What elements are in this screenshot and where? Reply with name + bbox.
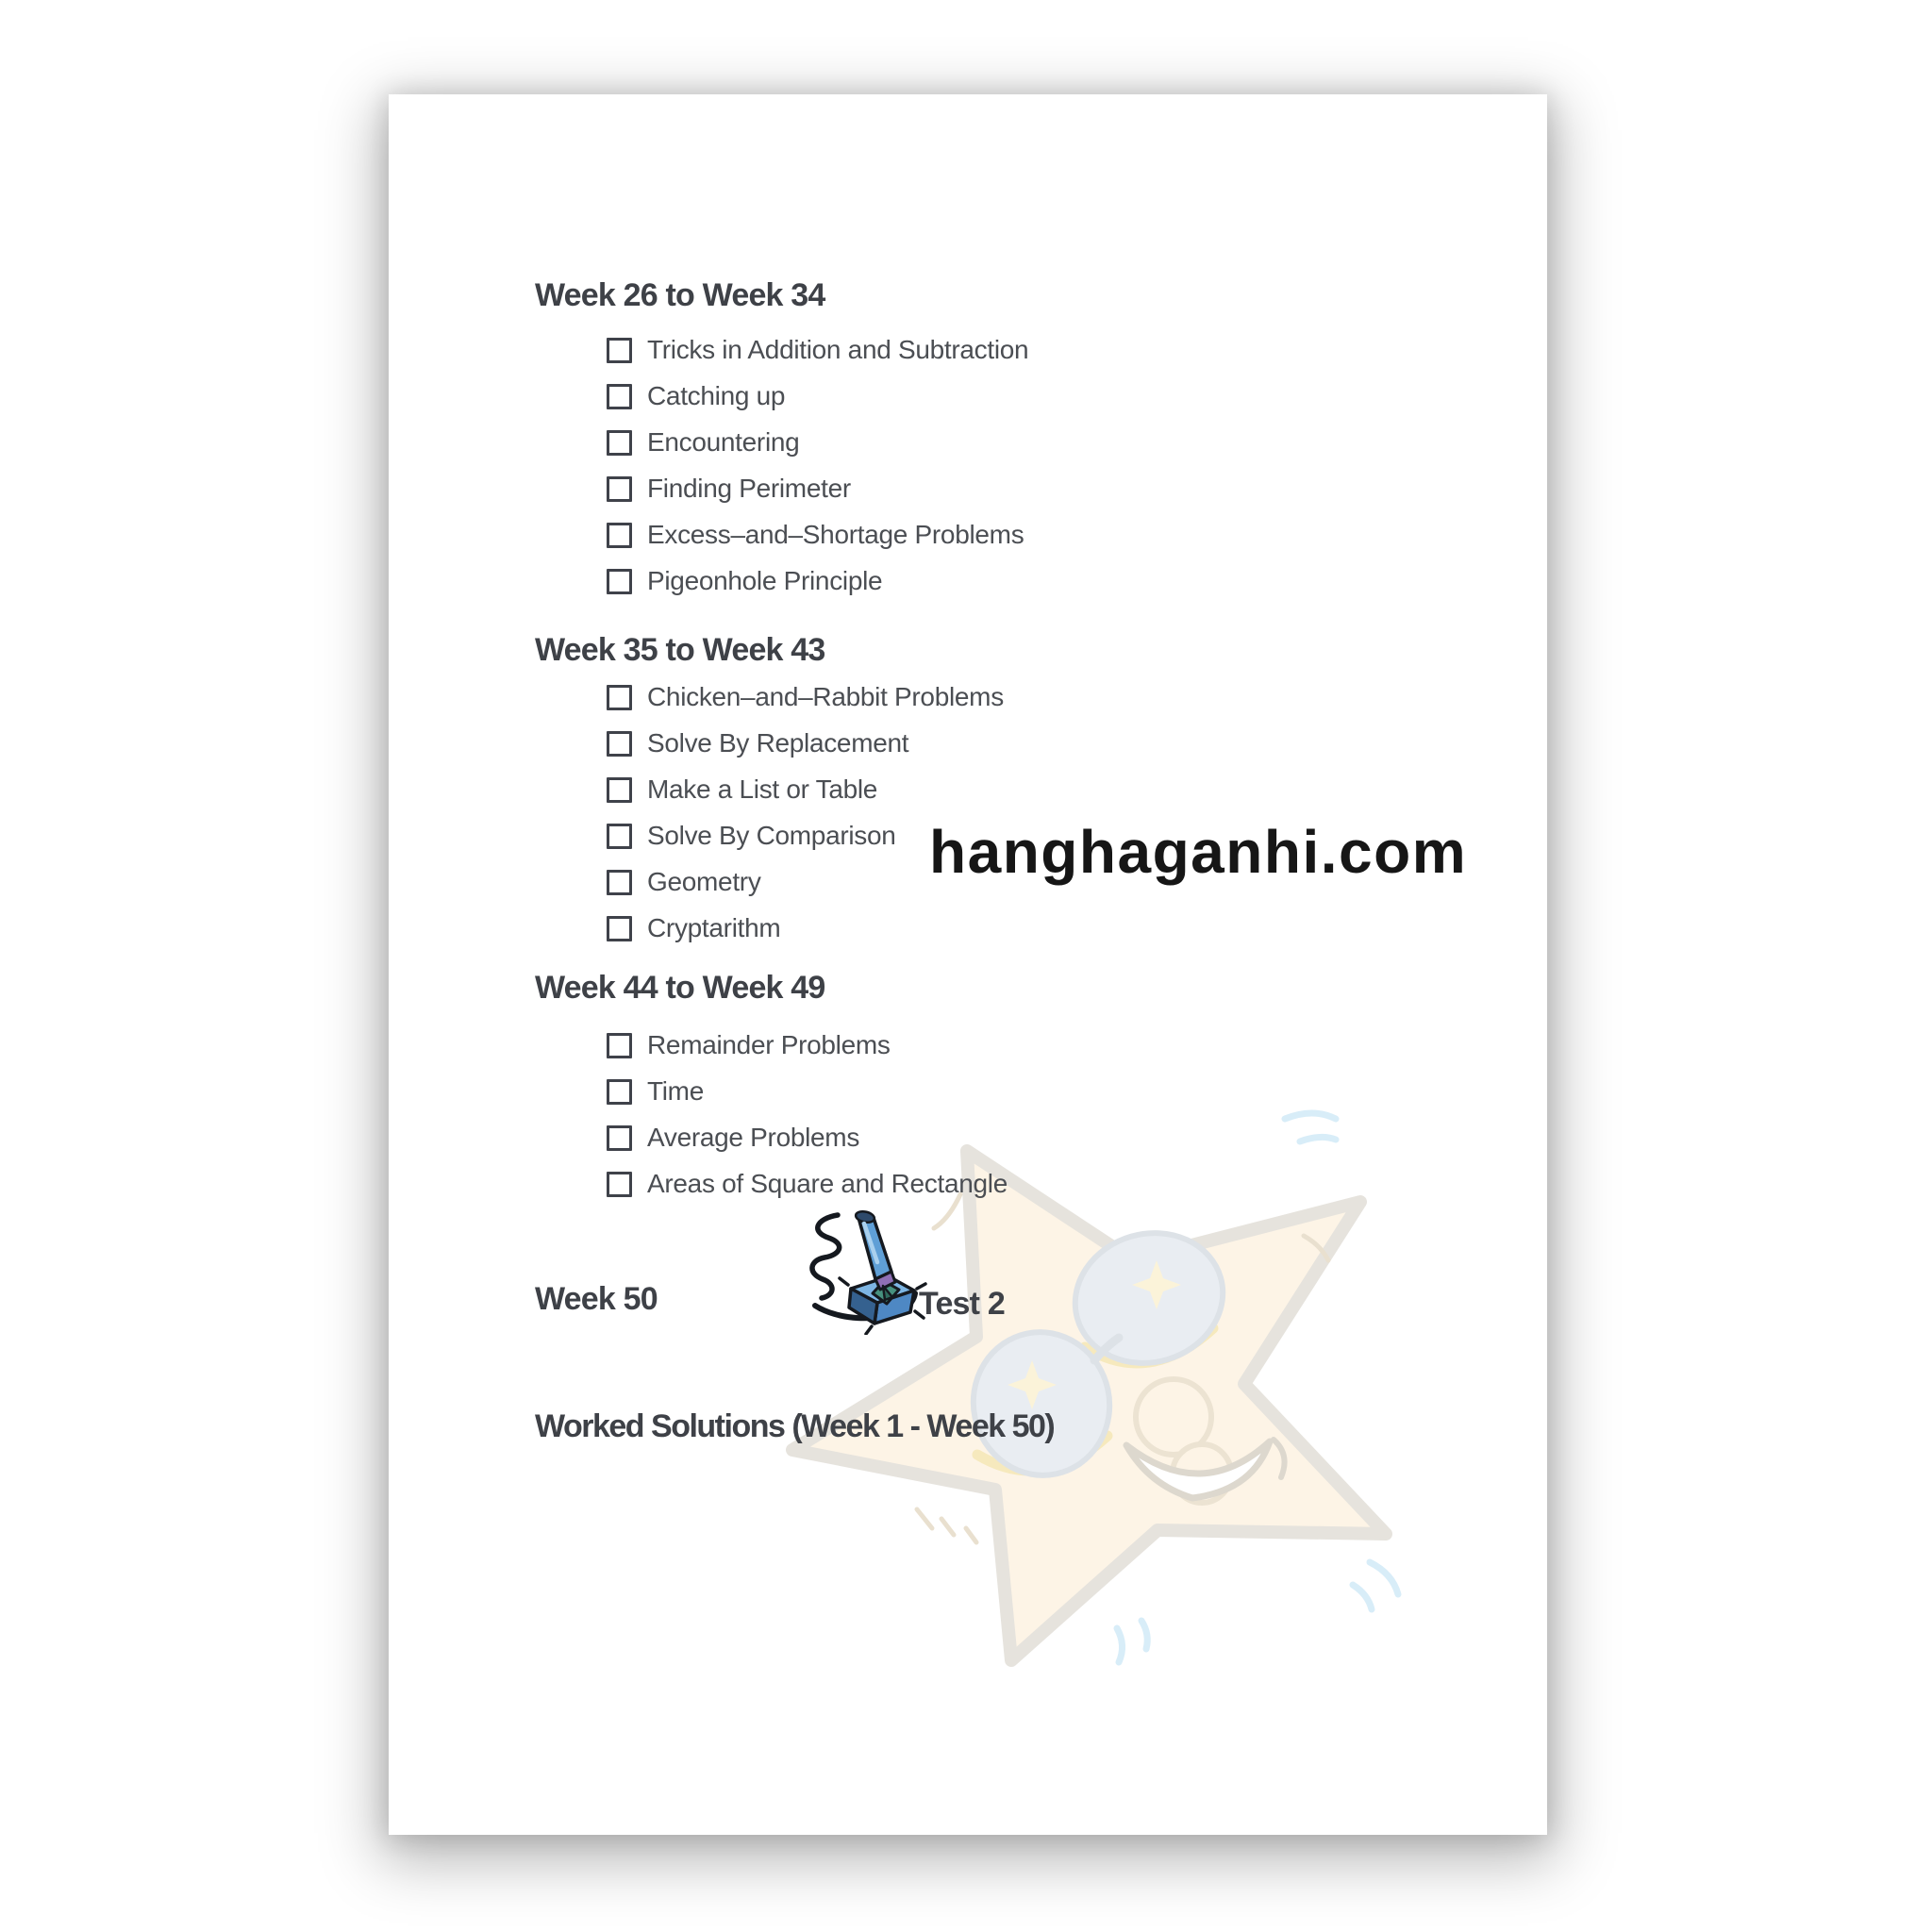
checklist-item	[607, 472, 851, 506]
checklist-item-label: Pigeonhole Principle	[647, 566, 883, 595]
checklist-item	[607, 773, 877, 807]
checklist-item	[607, 564, 882, 598]
checkbox-icon	[607, 870, 632, 895]
checklist-item-label: Areas of Square and Rectangle	[647, 1169, 1008, 1198]
checklist-item-label: Chicken–and–Rabbit Problems	[647, 682, 1004, 711]
checklist-item-label: Solve By Replacement	[647, 728, 909, 758]
checklist-item-label: Make a List or Table	[647, 774, 878, 804]
checkbox-icon	[607, 1033, 632, 1058]
worked-solutions-label: Worked Solutions (Week 1 - Week 50)	[535, 1408, 1055, 1444]
checklist-item-label: Tricks in Addition and Subtraction	[647, 335, 1029, 364]
checkbox-icon	[607, 731, 632, 757]
stamp-icon	[802, 1208, 929, 1335]
motion-dash-right	[1353, 1562, 1398, 1609]
checklist-item	[607, 333, 1028, 367]
book-page	[389, 94, 1547, 1835]
stamp-swirl-line	[812, 1215, 840, 1298]
week-50-label: Week 50	[535, 1281, 658, 1317]
checkbox-icon	[607, 338, 632, 363]
checklist-item-label: Remainder Problems	[647, 1030, 891, 1059]
checklist-item-label: Solve By Comparison	[647, 821, 896, 850]
checkbox-icon	[607, 430, 632, 456]
checkbox-icon	[607, 824, 632, 849]
checklist-item	[607, 379, 785, 413]
checklist-item	[607, 1121, 859, 1155]
checklist-item	[607, 819, 896, 853]
checklist-item	[607, 1167, 1008, 1201]
checklist-item	[607, 865, 761, 899]
checkbox-icon	[607, 476, 632, 502]
checklist-item	[607, 680, 1004, 714]
star-hatch-marks	[917, 1509, 976, 1542]
checkbox-icon	[607, 1172, 632, 1197]
checklist-item	[607, 518, 1024, 552]
motion-dash-top	[1285, 1113, 1336, 1141]
section-heading-week-44-49: Week 44 to Week 49	[535, 970, 825, 1006]
section-heading-week-35-43: Week 35 to Week 43	[535, 632, 825, 668]
checklist-item	[607, 1074, 704, 1108]
checkbox-icon	[607, 916, 632, 941]
checklist-item-label: Time	[647, 1076, 704, 1106]
motion-dash-bottom	[1117, 1621, 1147, 1662]
checkbox-icon	[607, 384, 632, 409]
checklist-item	[607, 425, 799, 459]
checklist-item-label: Catching up	[647, 381, 786, 410]
checklist-item-label: Average Problems	[647, 1123, 860, 1152]
test-2-label: Test 2	[919, 1286, 1005, 1322]
checkbox-icon	[607, 569, 632, 594]
checklist-item	[607, 1028, 891, 1062]
site-watermark-text: hanghaganhi.com	[929, 818, 1468, 886]
checkbox-icon	[607, 777, 632, 803]
checkbox-icon	[607, 523, 632, 548]
checklist-item-label: Excess–and–Shortage Problems	[647, 520, 1024, 549]
checklist-item	[607, 911, 780, 945]
checkbox-icon	[607, 1079, 632, 1105]
checklist-item-label: Geometry	[647, 867, 761, 896]
checkbox-icon	[607, 685, 632, 710]
checkbox-icon	[607, 1125, 632, 1151]
checklist-item-label: Finding Perimeter	[647, 474, 851, 503]
checklist-item	[607, 726, 908, 760]
checklist-item-label: Encountering	[647, 427, 800, 457]
section-heading-week-26-34: Week 26 to Week 34	[535, 277, 825, 313]
checklist-item-label: Cryptarithm	[647, 913, 781, 942]
